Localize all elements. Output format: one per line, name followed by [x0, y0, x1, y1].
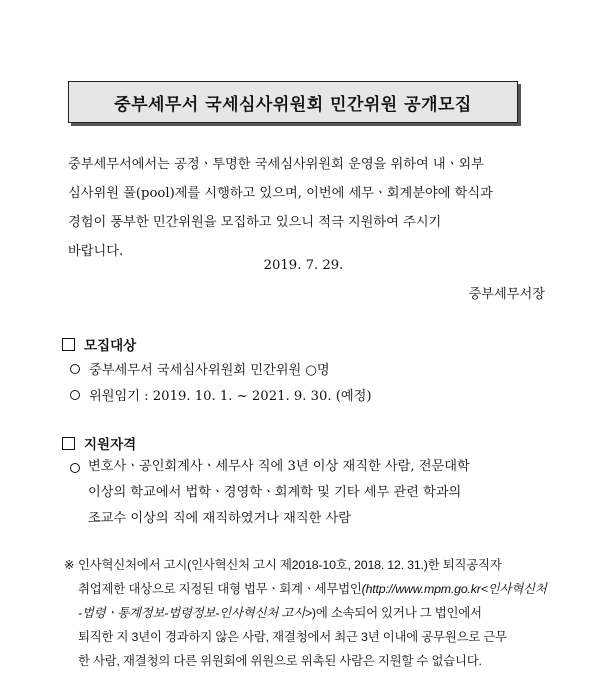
footnote-line — [78, 577, 558, 601]
footnote-text: 취업제한 대상으로 지정된 대형 법무ㆍ회계ㆍ세무법인 — [78, 582, 362, 596]
footnote-line: 퇴직한 지 3년이 경과하지 않은 사람, 재결청에서 최근 3년 이내에 공무원으로 근무 — [78, 630, 507, 644]
page-title — [68, 81, 518, 123]
page-title-text: 중부세무서 국세심사위원회 민간위원 공개모집 — [114, 94, 472, 115]
list-item — [70, 359, 330, 378]
footnote — [64, 553, 558, 673]
list-item — [70, 458, 89, 473]
intro-line: 경험이 풍부한 민간위원을 모집하고 있으니 적극 지원하여 주시기 — [68, 215, 442, 230]
qualification-line: 변호사ㆍ공인회계사ㆍ세무사 직에 3년 이상 재직한 사람, 전문대학 — [88, 459, 470, 474]
footnote-line — [78, 601, 558, 625]
qualification-line: 이상의 학교에서 법학ㆍ경영학ㆍ회계학 및 기타 세무 관련 학과의 — [88, 485, 462, 500]
section-heading: 모집대상 — [84, 338, 137, 354]
list-item-text: 중부세무서 국세심사위원회 민간위원 ○명 — [89, 363, 330, 378]
circle-bullet-icon — [70, 463, 80, 473]
footnote-line: 인사혁신처에서 고시(인사혁신처 고시 제2018-10호, 2018. 12. 31.)한 퇴직공직자 — [78, 558, 502, 572]
circle-bullet-icon — [70, 390, 80, 400]
list-item-text: 위원임기 : 2019. 10. 1. ~ 2021. 9. 30. (예정) — [89, 389, 372, 404]
section-qualification — [62, 433, 136, 453]
intro-line: 중부세무서에서는 공정ㆍ투명한 국세심사위원회 운영을 위하여 내ㆍ외부 — [68, 157, 484, 172]
section-heading: 지원자격 — [84, 437, 137, 453]
footnote-link-path: -법령ㆍ통계정보-법령정보-인사혁신처 고시> — [78, 606, 312, 620]
intro-line: 바랍니다. — [68, 244, 124, 259]
intro-paragraph — [68, 150, 550, 266]
intro-line: 심사위원 풀(pool)제를 시행하고 있으며, 이번에 세무ㆍ회계분야에 학식과 — [68, 186, 493, 201]
section-recruitment-target — [62, 334, 136, 354]
qualification-line: 조교수 이상의 직에 재직하였거나 재직한 사람 — [88, 511, 352, 526]
reference-mark: ※ — [64, 558, 75, 572]
square-bullet-icon — [62, 437, 75, 450]
list-item — [70, 385, 372, 404]
footnote-text: )에 소속되어 있거나 그 법인에서 — [311, 606, 482, 620]
signer: 중부세무서장 — [468, 287, 545, 302]
circle-bullet-icon — [70, 364, 80, 374]
notice-date: 2019. 7. 29. — [263, 258, 344, 273]
footnote-link[interactable]: (http://www.mpm.go.kr<인사혁신처 — [361, 582, 547, 596]
qualification-text — [88, 454, 548, 532]
square-bullet-icon — [62, 338, 75, 351]
footnote-line: 한 사람, 재결청의 다른 위원회에 위원으로 위촉된 사람은 지원할 수 없습니다. — [78, 654, 482, 668]
